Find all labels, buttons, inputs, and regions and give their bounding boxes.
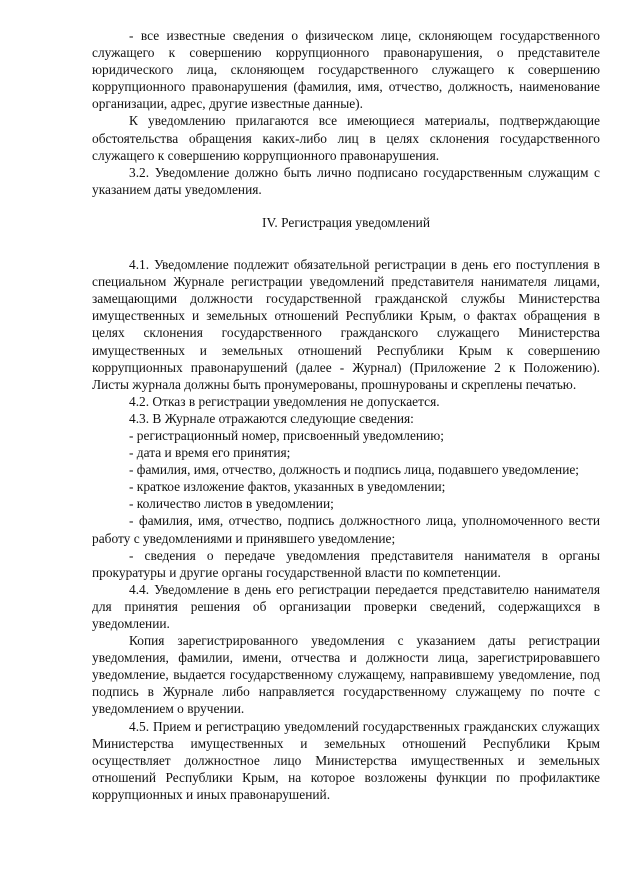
paragraph-3-2: 3.2. Уведомление должно быть лично подписано государственным служащим с указанием даты уведомления. xyxy=(92,164,600,197)
list-item-official: - фамилия, имя, отчество, подпись должностного лица, уполномоченного вести работу с уведомлениями и принявшего уведомление; xyxy=(92,513,600,546)
paragraph-4-5: 4.5. Прием и регистрацию уведомлений государственных гражданских служащих Министерства имущественных и земельных отношений Республики Крым осуществляет должностное лицо Министерства имущественных и земельных отношений Республики Крым, на которое возложены функции по профилактике коррупционных и иных правонарушений. xyxy=(92,718,600,802)
section-heading: IV. Регистрация уведомлений xyxy=(262,214,430,230)
paragraph-4-3: 4.3. В Журнале отражаются следующие сведения: xyxy=(129,410,414,426)
list-item-transfer: - сведения о передаче уведомления представителя нанимателя в органы прокуратуры и другие органы государственной власти по компетенции. xyxy=(92,547,600,580)
list-item-sheet-count: - количество листов в уведомлении; xyxy=(129,496,334,512)
paragraph-known-info: - все известные сведения о физическом лице, склоняющем государственного служащего к совершению коррупционного правонарушения, о представителе юридического лица, склоняющем государственного служащего к совершению коррупционного правонарушения (фамилия, имя, отчество, должность, наименование организации, адрес, другие известные данные). xyxy=(92,28,600,112)
list-item-reg-number: - регистрационный номер, присвоенный уведомлению; xyxy=(129,427,444,443)
list-item-facts: - краткое изложение фактов, указанных в уведомлении; xyxy=(129,479,446,495)
paragraph-4-1: 4.1. Уведомление подлежит обязательной регистрации в день его поступления в специальном Журнале регистрации уведомлений представителя нанимателя лицами, замещающими должности государственной гражданской службы Министерства имущественных и земельных отношений Республики Крым, о фактах обращения в целях склонения государственного гражданского служащего Министерства имущественных и земельных отношений Республики Крым к совершению коррупционных правонарушений (далее - Журнал) (Приложение 2 к Положению). Листы журнала должны быть пронумерованы, прошнурованы и скреплены печатью. xyxy=(92,257,600,392)
list-item-date-time: - дата и время его принятия; xyxy=(129,445,291,461)
paragraph-4-2: 4.2. Отказ в регистрации уведомления не допускается. xyxy=(129,393,440,409)
list-item-submitter: - фамилия, имя, отчество, должность и подпись лица, подавшего уведомление; xyxy=(129,462,580,478)
paragraph-copy: Копия зарегистрированного уведомления с указанием даты регистрации уведомления, фамилии, имени, отчества и должности лица, зарегистрировавшего уведомление, выдается государственному служащему, направившему уведомление, под подпись в Журнале либо направляется государственному служащему по почте с уведомлением о вручении. xyxy=(92,633,600,717)
paragraph-attachments: К уведомлению прилагаются все имеющиеся материалы, подтверждающие обстоятельства обращения каких-либо лиц в целях склонения государственного служащего к совершению коррупционного правонарушения. xyxy=(92,113,600,163)
paragraph-4-4: 4.4. Уведомление в день его регистрации передается представителю нанимателя для принятия решения об организации проверки сведений, содержащихся в уведомлении. xyxy=(92,581,600,631)
document-body xyxy=(92,27,600,803)
